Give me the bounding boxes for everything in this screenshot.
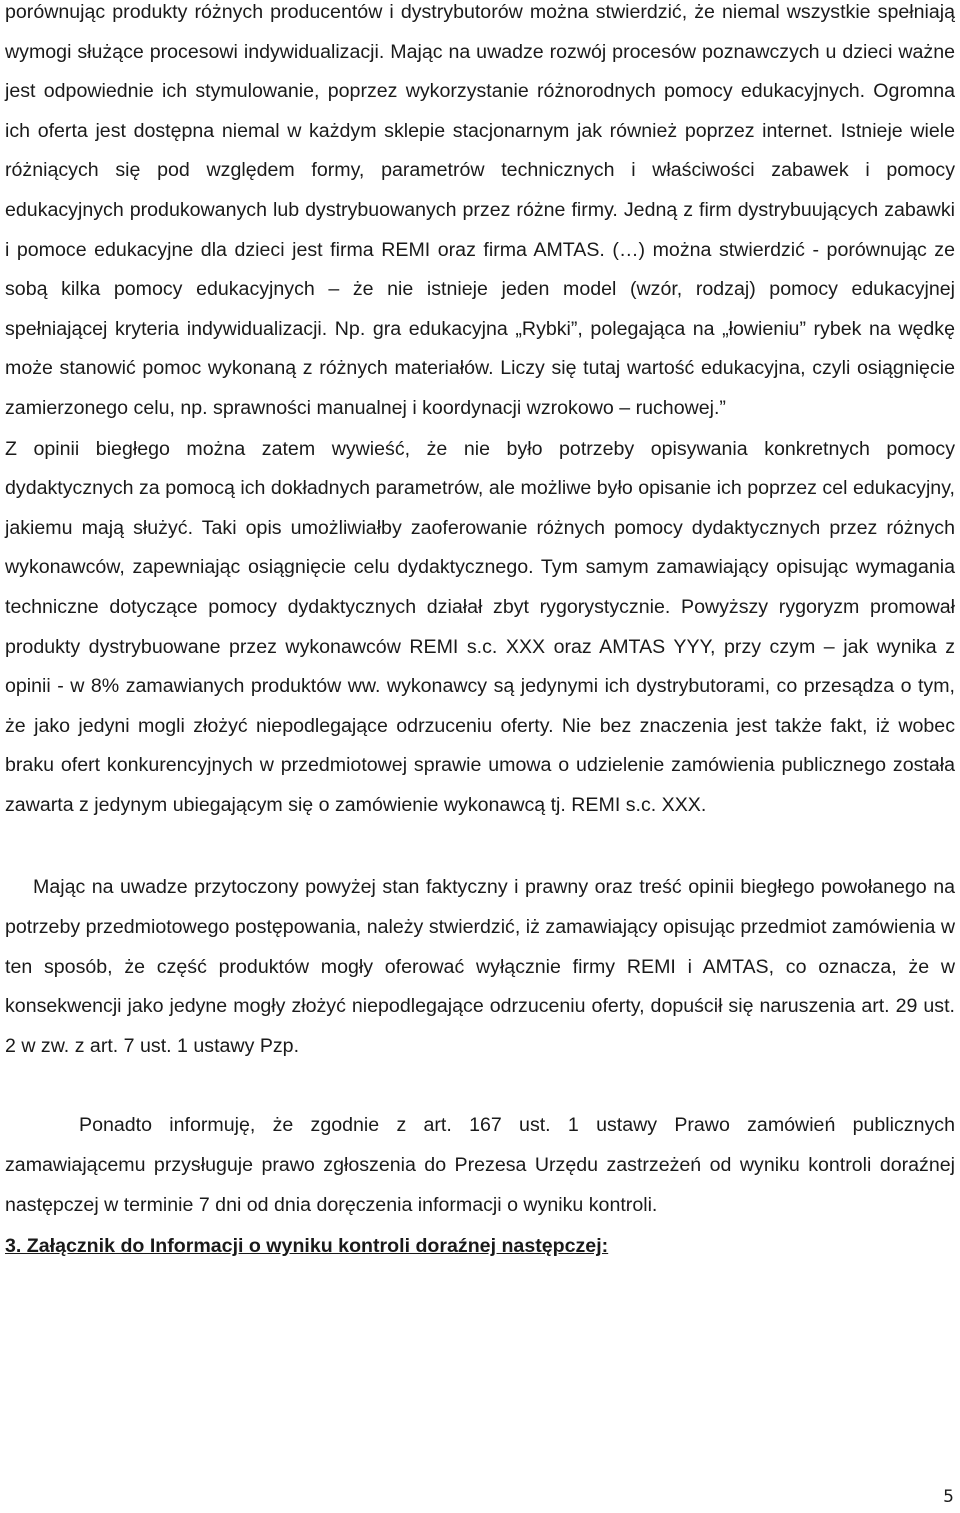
body-paragraph: Z opinii biegłego można zatem wywieść, że nie było potrzeby opisywania konkretnych pomocy dydaktycznych za pomocą ich dokładnych parametrów, ale możliwe było opisanie ich poprzez cel edukacyjny, jakiemu mają służyć. Taki opis umożliwiałby zaoferowanie różnych pomocy dydaktycznych przez różnych wykonawców, zapewniając osiągnięcie celu dydaktycznego. Tym samym zamawiający opisując wymagania techniczne dotyczące pomocy dydaktycznych działał zbyt rygorystycznie. Powyższy rygoryzm promował produkty dystrybuowane przez wykonawców REMI s.c. XXX oraz AMTAS YYY, przy czym – jak wynika z opinii - w 8% zamawianych produktów ww. wykonawcy są jedynymi ich dystrybutorami, co przesądza o tym, że jako jedyni mogli złożyć niepodlegające odrzuceniu oferty. Nie bez znaczenia jest także fakt, iż wobec braku ofert konkurencyjnych w przedmiotowej sprawie umowa o udzielenie zamówienia publicznego została zawarta z jedynym ubiegającym się o zamówienie wykonawcą tj. REMI s.c. XXX. xyxy=(5,437,955,816)
information-paragraph: Ponadto informuję, że zgodnie z art. 167 ust. 1 ustawy Prawo zamówień publicznych zamawiającemu przysługuje prawo zgłoszenia do Prezesa Urzędu zastrzeżeń od wyniku kontroli doraźnej następczej w terminie 7 dni od dnia doręczenia informacji o wyniku kontroli. xyxy=(5,1114,955,1216)
conclusion-paragraph: Mając na uwadze przytoczony powyżej stan faktyczny i prawny oraz treść opinii biegłego powołanego na potrzeby przedmiotowego postępowania, należy stwierdzić, iż zamawiający opisując przedmiot zamówienia w ten sposób, że część produktów mogły oferować wyłącznie firmy REMI i AMTAS, co oznacza, że w konsekwencji jako jedyne mogły złożyć niepodlegające odrzuceniu oferty, dopuścił się naruszenia art. 29 ust. 2 w zw. z art. 7 ust. 1 ustawy Pzp. xyxy=(5,876,955,1057)
section-heading: 3. Załącznik do Informacji o wyniku kontroli doraźnej następczej: xyxy=(5,1235,609,1258)
document-page xyxy=(5,0,955,1259)
page-number: 5 xyxy=(943,1487,954,1507)
body-paragraph: porównując produkty różnych producentów i dystrybutorów można stwierdzić, że niemal wszystkie spełniają wymogi służące procesowi indywidualizacji. Mając na uwadze rozwój procesów poznawczych u dzieci ważne jest odpowiednie ich stymulowanie, poprzez wykorzystanie różnorodnych pomocy edukacyjnych. Ogromna ich oferta jest dostępna niemal w każdym sklepie stacjonarnym jak również poprzez internet. Istnieje wiele różniących się pod względem formy, parametrów technicznych i właściwości zabawek i pomocy edukacyjnych produkowanych lub dystrybuowanych przez różne firmy. Jedną z firm dystrybuujących zabawki i pomoce edukacyjne dla dzieci jest firma REMI oraz firma AMTAS. (…) można stwierdzić - porównując ze sobą kilka pomocy edukacyjnych – że nie istnieje jeden model (wzór, rodzaj) pomocy edukacyjnej spełniającej kryteria indywidualizacji. Np. gra edukacyjna „Rybki”, polegająca na „łowieniu” rybek na wędkę może stanowić pomoc wykonaną z różnych materiałów. Liczy się tutaj wartość edukacyjna, czyli osiągnięcie zamierzonego celu, np. sprawności manualnej i koordynacji wzrokowo – ruchowej.” xyxy=(5,1,955,419)
